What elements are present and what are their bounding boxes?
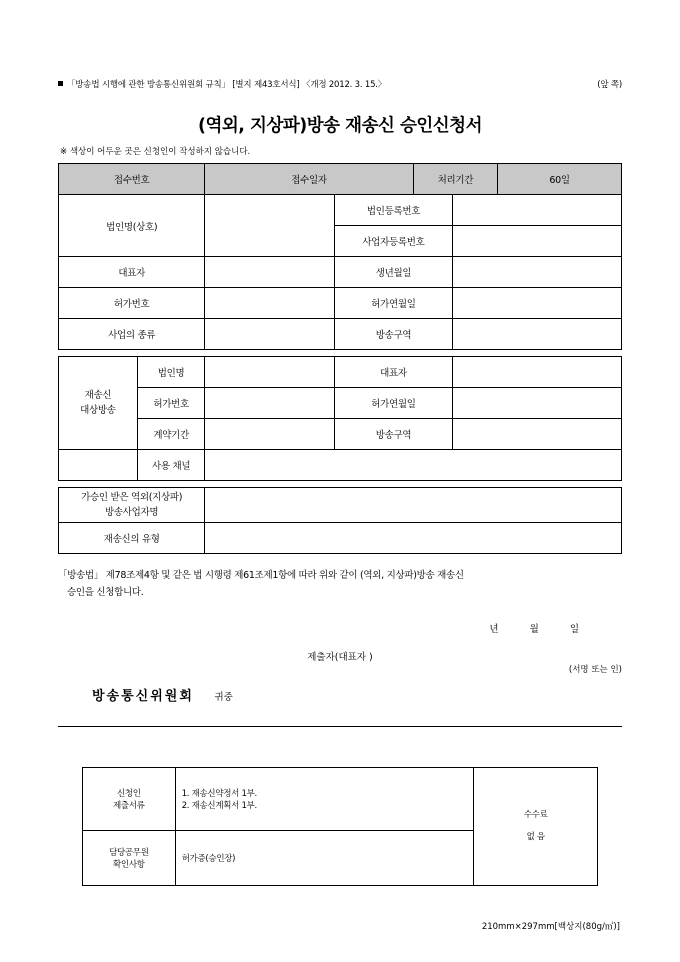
target-group-label — [59, 357, 138, 450]
business-type-input[interactable] — [205, 319, 334, 350]
day-label: 일 — [569, 623, 580, 635]
license-date-input[interactable] — [453, 288, 622, 319]
officer-check-label-line1: 담당공무원 — [109, 847, 149, 858]
approved-operator-label-line1: 가승인 받은 역외(지상파) — [81, 492, 183, 503]
process-period-label: 처리기간 — [413, 164, 497, 195]
month-label: 월 — [529, 623, 540, 635]
fee-value: 없 음 — [526, 832, 545, 843]
target-license-no-input[interactable] — [205, 388, 334, 419]
process-period-value: 60일 — [498, 164, 622, 195]
target-group-spacer — [59, 450, 138, 481]
table-row — [59, 319, 622, 350]
target-broadcast-area-label: 방송구역 — [334, 419, 452, 450]
approved-operator-table — [58, 487, 622, 554]
officer-check-label — [83, 830, 176, 885]
document-header — [58, 78, 622, 90]
applicant-docs-label-line2: 제출서류 — [113, 800, 145, 811]
target-contract-period-label: 계약기간 — [137, 419, 205, 450]
officer-check-value: 허가증(승인장) — [175, 830, 474, 885]
table-row — [59, 195, 622, 226]
header-left — [58, 78, 386, 90]
fee-cell — [474, 767, 598, 885]
retransmission-target-table — [58, 356, 622, 481]
license-no-label: 허가번호 — [59, 288, 205, 319]
form-note: ※ 색상이 어두운 곳은 신청인이 작성하지 않습니다. — [60, 147, 251, 157]
bullet-square-icon — [58, 81, 63, 86]
applicant-table — [58, 194, 622, 350]
table-row — [59, 419, 622, 450]
agency-to-label: 귀중 — [214, 691, 233, 703]
agency-name: 방송통신위원회 — [92, 688, 194, 704]
table-row — [59, 288, 622, 319]
approved-operator-label — [59, 488, 205, 523]
target-license-no-label: 허가번호 — [137, 388, 205, 419]
license-no-input[interactable] — [205, 288, 334, 319]
date-line — [58, 621, 622, 635]
list-item: 1. 재송신약정서 1부. — [181, 788, 257, 799]
corp-name-input[interactable] — [205, 195, 334, 257]
receipt-no-label: 접수번호 — [59, 164, 205, 195]
application-statement — [58, 568, 622, 600]
business-type-label: 사업의 종류 — [59, 319, 205, 350]
table-row — [59, 523, 622, 554]
table-row — [59, 257, 622, 288]
biz-reg-no-label: 사업자등록번호 — [334, 226, 452, 257]
target-broadcast-area-input[interactable] — [453, 419, 622, 450]
receipt-date-label: 접수일자 — [205, 164, 413, 195]
table-row — [59, 357, 622, 388]
applicant-docs-list — [175, 767, 474, 830]
biz-reg-no-input[interactable] — [453, 226, 622, 257]
broadcast-area-input[interactable] — [453, 319, 622, 350]
corp-reg-no-label: 법인등록번호 — [334, 195, 452, 226]
paper-spec-footer: 210mm×297mm[백상지(80g/㎡)] — [481, 921, 620, 932]
signature-label: (서명 또는 인) — [568, 664, 622, 675]
representative-input[interactable] — [205, 257, 334, 288]
target-representative-input[interactable] — [453, 357, 622, 388]
target-representative-label: 대표자 — [334, 357, 452, 388]
attachments-section — [58, 767, 622, 886]
agency-row — [58, 685, 622, 704]
submitter-row — [58, 649, 622, 675]
target-group-label-line1: 재송신 — [84, 389, 112, 401]
target-group-label-line2: 대상방송 — [80, 405, 116, 416]
receipt-table — [58, 163, 622, 195]
table-row — [83, 767, 598, 830]
target-license-date-input[interactable] — [453, 388, 622, 419]
corp-reg-no-input[interactable] — [453, 195, 622, 226]
year-label: 년 — [489, 623, 500, 635]
retransmission-type-input[interactable] — [205, 523, 622, 554]
table-row — [59, 388, 622, 419]
fee-label: 수수료 — [523, 810, 548, 821]
representative-label: 대표자 — [59, 257, 205, 288]
table-row — [59, 164, 622, 195]
page-side-label: (앞 쪽) — [597, 80, 622, 90]
target-contract-period-input[interactable] — [205, 419, 334, 450]
applicant-docs-label — [83, 767, 176, 830]
target-license-date-label: 허가연월일 — [334, 388, 452, 419]
used-channel-label: 사용 채널 — [137, 450, 205, 481]
birthdate-input[interactable] — [453, 257, 622, 288]
page-title: (역외, 지상파)방송 재송신 승인신청서 — [198, 116, 482, 136]
birthdate-label: 생년월일 — [334, 257, 452, 288]
statement-line-2: 승인을 신청합니다. — [67, 586, 144, 598]
table-row — [59, 450, 622, 481]
retransmission-type-label: 재송신의 유형 — [59, 523, 205, 554]
submitter-label: 제출자(대표자 ) — [307, 651, 373, 663]
section-divider — [58, 726, 622, 727]
list-item: 2. 재송신계획서 1부. — [181, 800, 257, 811]
regulation-reference: 「방송법 시행에 관한 방송통신위원회 규칙」 [별지 제43호서식] 〈개정 2012. 3. 15.〉 — [67, 80, 387, 90]
used-channel-input[interactable] — [205, 450, 622, 481]
approved-operator-input[interactable] — [205, 488, 622, 523]
officer-check-label-line2: 확인사항 — [113, 859, 145, 870]
license-date-label: 허가연월일 — [334, 288, 452, 319]
attachments-table — [82, 767, 598, 886]
corp-name-label: 법인명(상호) — [59, 195, 205, 257]
target-corp-name-label: 법인명 — [137, 357, 205, 388]
applicant-docs-label-line1: 신청인 — [116, 788, 141, 799]
target-corp-name-input[interactable] — [205, 357, 334, 388]
broadcast-area-label: 방송구역 — [334, 319, 452, 350]
approved-operator-label-line2: 방송사업자명 — [105, 507, 159, 519]
statement-line-1: 「방송법」 제78조제4항 및 같은 법 시행령 제61조제1항에 따라 위와 같이 (역외, 지상파)방송 재송신 — [58, 570, 464, 582]
table-row — [59, 488, 622, 523]
